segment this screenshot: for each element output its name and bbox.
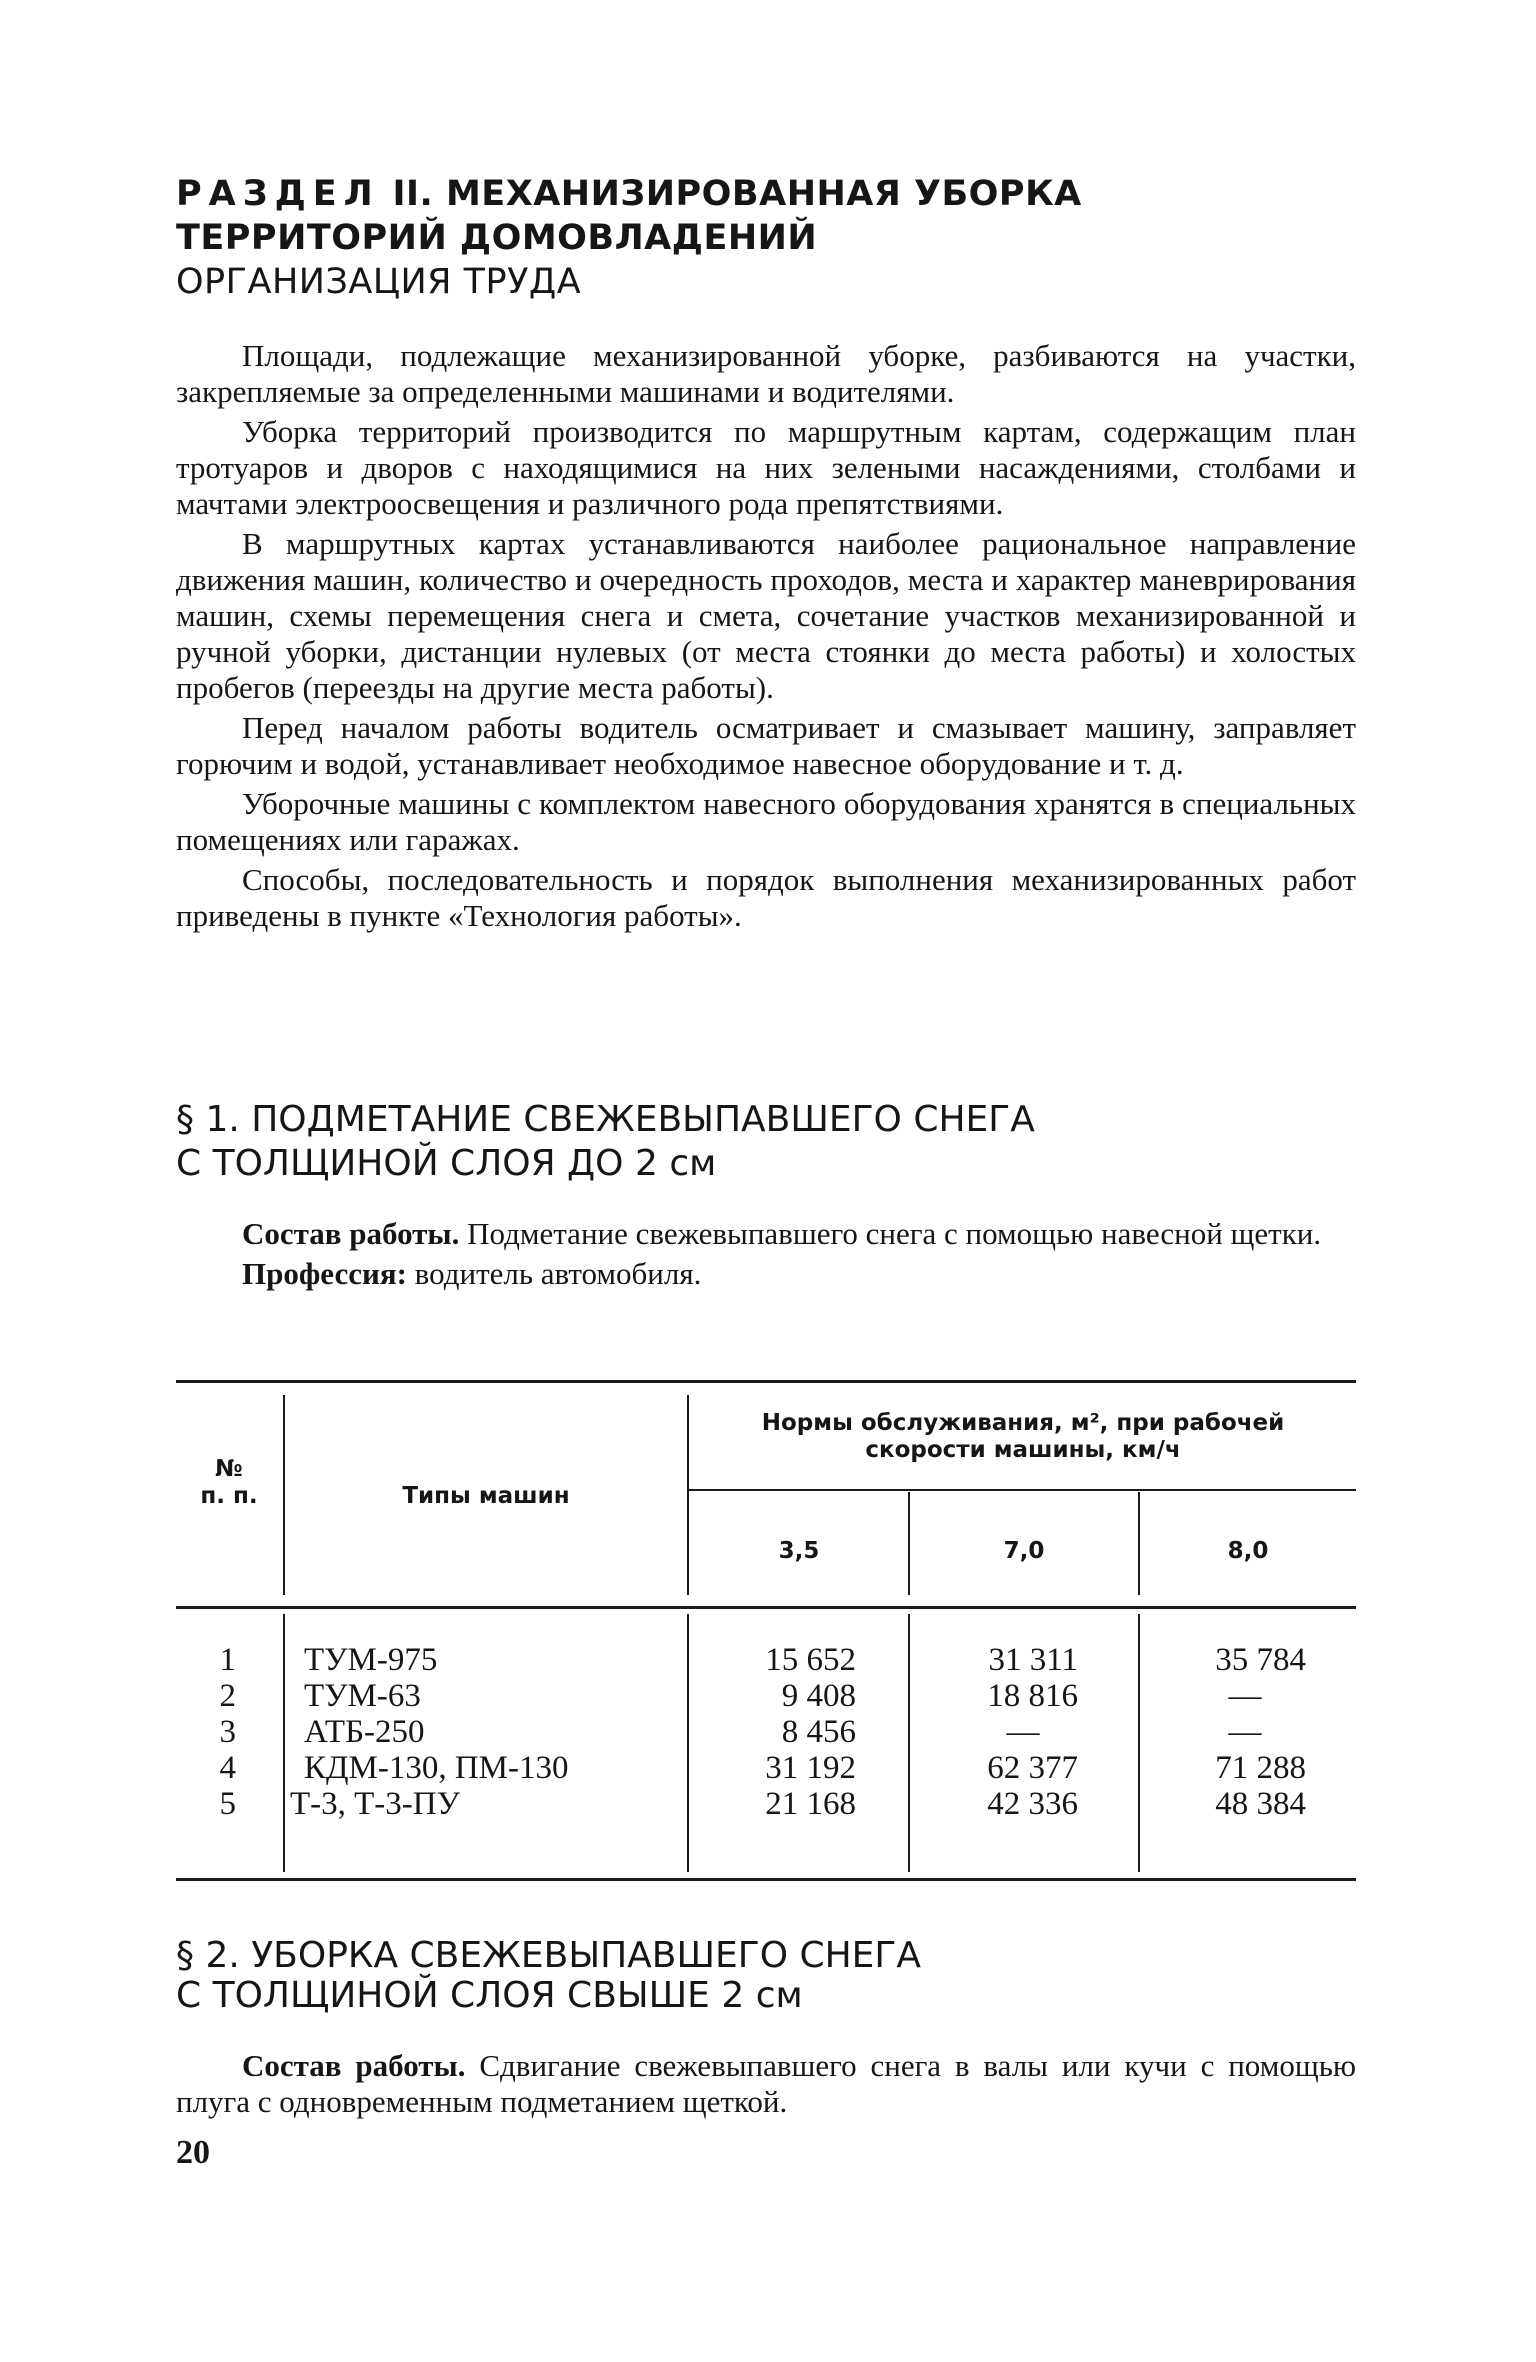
work-composition: Состав работы. Сдвигание свежевыпавшего снега в валы или кучи с помощью плуга с одновременным подметанием щеткой. — [176, 2048, 1356, 2119]
work-label: Состав работы. — [242, 2048, 466, 2083]
speed-header: 7,0 — [1003, 1538, 1045, 1564]
work-label: Состав работы. — [242, 1216, 460, 1251]
paragraph: Перед началом работы водитель осматривает и смазывает машину, заправляет горючим и водой, устанавливает необходимое навесное оборудование и т. д. — [176, 710, 1356, 781]
section-heading-line2: ТЕРРИТОРИЙ ДОМОВЛАДЕНИЙ — [176, 218, 818, 258]
speed-header: 3,5 — [778, 1538, 820, 1564]
profession: Профессия: водитель автомобиля. — [242, 1256, 702, 1291]
section1-title-line1: § 1. ПОДМЕТАНИЕ СВЕЖЕВЫПАВШЕГО СНЕГА — [176, 1099, 1035, 1140]
intro-text — [176, 338, 1356, 938]
section1-title-line2: С ТОЛЩИНОЙ СЛОЯ ДО 2 см — [176, 1143, 717, 1184]
table-header-rule — [176, 1606, 1356, 1609]
section-subtitle: ОРГАНИЗАЦИЯ ТРУДА — [176, 262, 582, 302]
col-header-type: Типы машин — [402, 1483, 570, 1509]
col-header-norms: Нормы обслуживания, м², при рабочей скорости машины, км/ч — [761, 1410, 1285, 1463]
work-composition: Состав работы. Подметание свежевыпавшего снега с помощью навесной щетки. — [242, 1216, 1322, 1251]
section-heading-line1: РАЗДЕЛ II. МЕХАНИЗИРОВАННАЯ УБОРКА — [176, 174, 1082, 214]
paragraph: Площади, подлежащие механизированной уборке, разбиваются на участки, закрепляемые за определенными машинами и водителями. — [176, 338, 1356, 409]
page-number: 20 — [176, 2134, 210, 2171]
col-divider — [687, 1395, 689, 1595]
section2-title-line2: С ТОЛЩИНОЙ СЛОЯ СВЫШЕ 2 см — [176, 1975, 803, 2016]
section2-text — [176, 2048, 1356, 2124]
table-top-rule — [176, 1380, 1356, 1383]
paragraph: Уборочные машины с комплектом навесного оборудования хранятся в специальных помещениях или гаражах. — [176, 786, 1356, 857]
speed-header: 8,0 — [1227, 1538, 1269, 1564]
section1-text — [176, 1216, 1356, 1296]
paragraph: Способы, последовательность и порядок выполнения механизированных работ приведены в пункте «Технология работы». — [176, 862, 1356, 933]
norms-subrule — [688, 1489, 1356, 1491]
col-divider — [687, 1614, 689, 1872]
profession-label: Профессия: — [242, 1256, 407, 1291]
col-divider — [283, 1395, 285, 1595]
paragraph: В маршрутных картах устанавливаются наиболее рациональное направление движения машин, количество и очередность проходов, места и характер маневрирования машин, схемы перемещения снега и смета, сочетание участков механизированной и ручной уборки, дистанции нулевых (от места стоянки до места работы) и холостых пробегов (переезды на другие места работы). — [176, 526, 1356, 705]
col-divider — [283, 1614, 285, 1872]
paragraph: Уборка территорий производится по маршрутным картам, содержащим план тротуаров и дворов с находящимися на них зелеными насаждениями, столбами и мачтами электроосвещения и различного рода препятствиями. — [176, 414, 1356, 521]
table-bottom-rule — [176, 1878, 1356, 1881]
section2-title-line1: § 2. УБОРКА СВЕЖЕВЫПАВШЕГО СНЕГА — [176, 1935, 922, 1976]
col-header-num: № п. п. — [200, 1456, 258, 1509]
